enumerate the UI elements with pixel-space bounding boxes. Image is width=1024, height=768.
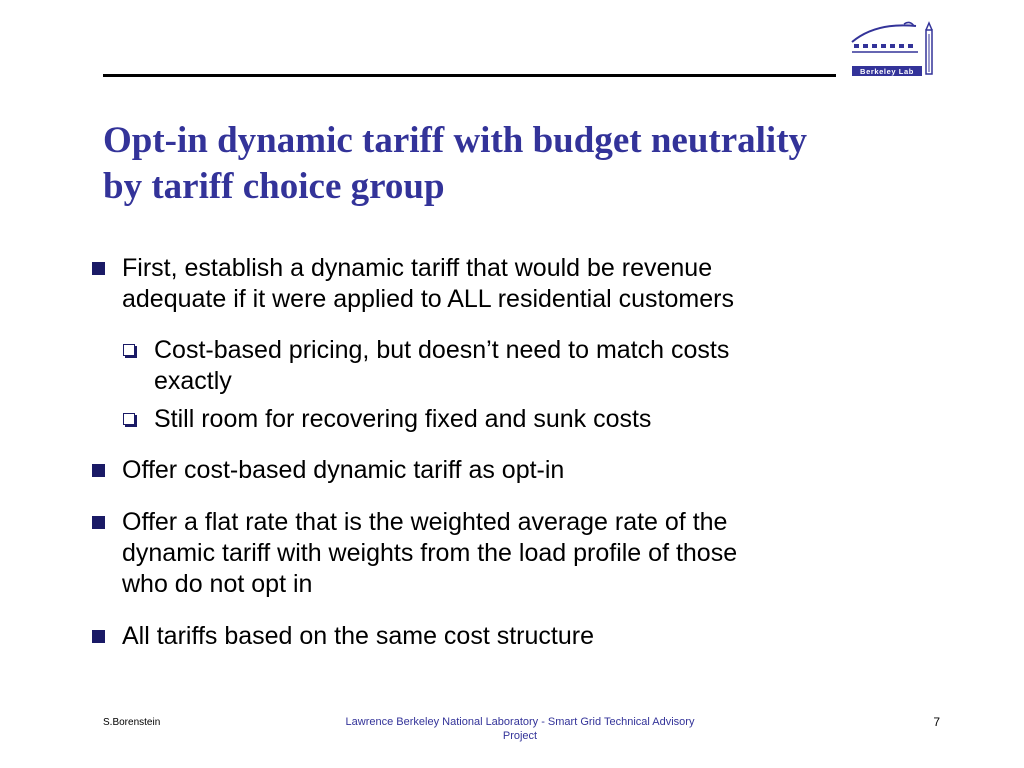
bullet-3-line-2: dynamic tariff with weights from the load profile of those xyxy=(122,539,738,567)
sub-bullet-1 xyxy=(154,335,874,397)
page-number: 7 xyxy=(933,715,940,729)
bullet-marker xyxy=(92,516,105,529)
bullet-4 xyxy=(122,621,882,652)
bullet-4-line-1: All tariffs based on the same cost structure xyxy=(122,622,594,650)
bullet-marker xyxy=(92,262,105,275)
sub-bullet-marker xyxy=(123,413,135,425)
footer-org-line-2: Project xyxy=(502,730,538,742)
sub-bullet-2 xyxy=(154,404,874,435)
logo-text: Berkeley Lab xyxy=(860,67,914,76)
bullet-3-line-3: who do not opt in xyxy=(122,570,313,598)
sub-bullet-1-line-2: exactly xyxy=(154,367,232,395)
sub-bullet-marker xyxy=(123,344,135,356)
bullet-marker xyxy=(92,630,105,643)
bullet-3-line-1: Offer a flat rate that is the weighted average rate of the xyxy=(122,508,728,536)
bullet-1-line-1: First, establish a dynamic tariff that would be revenue xyxy=(122,254,713,282)
footer-org xyxy=(320,715,720,743)
bullet-1 xyxy=(122,253,882,315)
header-rule xyxy=(103,74,836,77)
bullet-3 xyxy=(122,507,882,600)
sub-bullet-1-line-1: Cost-based pricing, but doesn’t need to match costs xyxy=(154,336,730,364)
berkeley-lab-logo xyxy=(846,20,942,82)
sub-bullet-2-line-1: Still room for recovering fixed and sunk costs xyxy=(154,405,652,433)
title-line-2: by tariff choice group xyxy=(103,166,445,207)
slide-title xyxy=(103,118,983,210)
bullet-marker xyxy=(92,464,105,477)
bullet-2-line-1: Offer cost-based dynamic tariff as opt-in xyxy=(122,456,565,484)
title-line-1: Opt-in dynamic tariff with budget neutrality xyxy=(103,120,808,161)
footer-author: S.Borenstein xyxy=(103,717,161,728)
bullet-1-line-2: adequate if it were applied to ALL residential customers xyxy=(122,285,734,313)
footer-org-line-1: Lawrence Berkeley National Laboratory - Smart Grid Technical Advisory xyxy=(345,716,695,728)
bullet-2 xyxy=(122,455,882,486)
